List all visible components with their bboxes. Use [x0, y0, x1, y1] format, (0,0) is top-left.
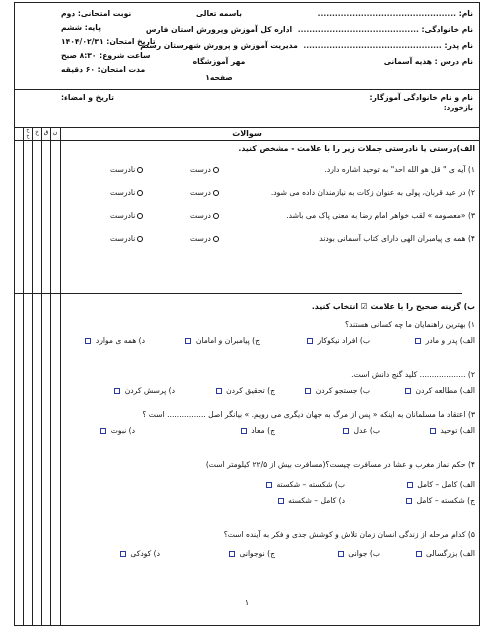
- section-a: [32, 141, 479, 291]
- mc-option[interactable]: [85, 336, 145, 345]
- true-option[interactable]: [190, 234, 219, 243]
- tf-question-text: ۴) همه ی پیامبران الهی دارای کتاب آسمانی بودند: [319, 234, 475, 243]
- radio-icon[interactable]: [137, 213, 143, 219]
- tf-question-text: ۱) آیه ی " قل هو الله احد" به توحید اشاره دارد.: [324, 165, 475, 174]
- true-option[interactable]: [190, 188, 219, 197]
- lesson-name: نام درس : هدیه آسمانی: [383, 57, 473, 66]
- mc-option-label: د) نبوت: [110, 426, 135, 435]
- mc-option[interactable]: [415, 336, 475, 345]
- mc-option[interactable]: [114, 386, 175, 395]
- father-field[interactable]: [303, 41, 473, 50]
- duration: مدت امتحان: ۶۰ دقیقه: [61, 65, 146, 74]
- name-field[interactable]: [318, 9, 473, 18]
- exam-page: [14, 2, 480, 626]
- checkbox-icon[interactable]: [85, 338, 91, 344]
- false-option[interactable]: [110, 165, 143, 174]
- false-option[interactable]: [110, 188, 143, 197]
- mc-question-text: ۱) بهترین راهنمایان ما چه کسانی هستند؟: [345, 320, 475, 329]
- mc-option[interactable]: [185, 336, 260, 345]
- checkbox-icon[interactable]: [229, 551, 235, 557]
- teacher-name-field[interactable]: نام و نام خانوادگی آموزگار:: [369, 93, 473, 102]
- false-label: نادرست: [110, 211, 136, 220]
- mc-option-label: ب) عدل: [353, 426, 380, 435]
- false-label: نادرست: [110, 165, 136, 174]
- family-dots: ..........................................: [297, 25, 419, 34]
- mc-option[interactable]: [100, 426, 135, 435]
- father-dots: ................................................: [303, 41, 442, 50]
- mc-option-label: د) کامل – شکسته: [288, 496, 345, 505]
- checkbox-icon[interactable]: [416, 551, 422, 557]
- mc-option[interactable]: [338, 549, 380, 558]
- false-label: نادرست: [110, 234, 136, 243]
- mark-col-label: خ: [35, 129, 39, 136]
- tf-question-text: ۲) در عید قربان، پولی به عنوان زکات به نیازمندان داده می شود.: [270, 188, 475, 197]
- mc-question: [32, 460, 475, 472]
- checkbox-icon[interactable]: [407, 482, 413, 488]
- radio-icon[interactable]: [137, 167, 143, 173]
- mc-question: [32, 320, 475, 332]
- tf-question-row: [32, 165, 475, 177]
- checkbox-icon[interactable]: [415, 338, 421, 344]
- mc-options: [32, 549, 475, 561]
- checkbox-icon[interactable]: [343, 428, 349, 434]
- mc-question-text: ۴) حکم نماز مغرب و عشا در مسافرت چیست؟(مسافرت بیش از ۲۲/۵ کیلومتر است): [205, 460, 475, 469]
- page-number: ۱: [244, 598, 250, 607]
- mc-option-label: ب) جستجو کردن: [315, 386, 370, 395]
- mc-options: [32, 480, 475, 492]
- mc-option[interactable]: [216, 386, 275, 395]
- mc-question-text: ۲) ................... کلید گنج دانش است.: [351, 370, 475, 379]
- mc-option-label: ب) افراد نیکوکار: [317, 336, 370, 345]
- name-dots: ................................................: [317, 9, 457, 18]
- radio-icon[interactable]: [213, 236, 219, 242]
- mc-option[interactable]: [229, 549, 275, 558]
- false-option[interactable]: [110, 234, 143, 243]
- checkbox-icon[interactable]: [305, 388, 311, 394]
- checkbox-icon[interactable]: [405, 388, 411, 394]
- feedback-field[interactable]: بازخورد:: [443, 104, 473, 112]
- mc-option[interactable]: [416, 549, 475, 558]
- checkbox-icon[interactable]: [120, 551, 126, 557]
- mc-options: [32, 386, 475, 398]
- mc-option[interactable]: [307, 336, 370, 345]
- checkbox-icon[interactable]: [406, 498, 412, 504]
- mc-option[interactable]: [407, 480, 475, 489]
- checkbox-icon[interactable]: [266, 482, 272, 488]
- checkbox-icon[interactable]: [241, 428, 247, 434]
- mc-option[interactable]: [405, 386, 475, 395]
- school-stamp: مهر آموزشگاه: [192, 57, 246, 66]
- tf-question-text: ۳) «معصومه » لقب خواهر امام رضا به معنی پاک می باشد.: [286, 211, 475, 220]
- mc-question: [32, 410, 475, 422]
- mark-col-label: خ خ: [26, 127, 30, 139]
- radio-icon[interactable]: [137, 190, 143, 196]
- mc-option-label: د) کودکی: [130, 549, 160, 558]
- checkbox-icon[interactable]: [307, 338, 313, 344]
- mc-option[interactable]: [241, 426, 275, 435]
- questions-title: سوالات: [232, 129, 262, 138]
- checkbox-icon[interactable]: [430, 428, 436, 434]
- radio-icon[interactable]: [213, 190, 219, 196]
- mc-option[interactable]: [343, 426, 380, 435]
- exam-turn: نوبت امتحانی: دوم: [61, 9, 132, 18]
- mc-option[interactable]: [305, 386, 370, 395]
- grade: پایه: ششم: [61, 23, 101, 32]
- start-time: ساعت شروع: ۸:۳۰ صبح: [61, 51, 151, 60]
- mc-option-label: الف) بزرگسالی: [426, 549, 475, 558]
- basmala: باسمه تعالی: [195, 9, 243, 18]
- mc-question-text: ۳) اعتقاد ما مسلمانان به اینکه « پس از مرگ به جهان دیگری می رویم. » بیانگر اصل ................ است ؟: [142, 410, 475, 419]
- radio-icon[interactable]: [137, 236, 143, 242]
- mc-option-label: الف) پدر و مادر: [425, 336, 475, 345]
- questions-title-bar: [15, 127, 479, 141]
- mc-option-label: الف) مطالعه کردن: [415, 386, 475, 395]
- signature-field[interactable]: تاریخ و امضاء:: [61, 93, 114, 102]
- false-option[interactable]: [110, 211, 143, 220]
- tf-question-row: [32, 211, 475, 223]
- checkbox-icon[interactable]: [278, 498, 284, 504]
- exam-date: تاریخ امتحان: ۱۴۰۴/۰۲/۳۱: [61, 37, 156, 46]
- name-label: نام:: [458, 9, 473, 18]
- page-label: صفحه۱: [205, 73, 233, 82]
- mc-option-label: ج) معاد: [251, 426, 275, 435]
- mc-question: [32, 370, 475, 382]
- mc-option-label: ج) شکسته – کامل: [416, 496, 475, 505]
- true-label: درست: [190, 234, 211, 243]
- mc-option-label: ب) جوانی: [348, 549, 380, 558]
- mc-options: [32, 496, 475, 508]
- mc-option-label: ج) تحقیق کردن: [226, 386, 275, 395]
- section-divider: [15, 293, 462, 294]
- checkbox-icon[interactable]: [216, 388, 222, 394]
- mc-option-label: الف) کامل – کامل: [417, 480, 475, 489]
- checkbox-icon[interactable]: [100, 428, 106, 434]
- mc-option-label: د) همه ی موارد: [95, 336, 145, 345]
- mc-option[interactable]: [266, 480, 345, 489]
- radio-icon[interactable]: [213, 213, 219, 219]
- mc-question-text: ۵) کدام مرحله از زندگی انسان زمان تلاش و کوشش جدی و فکر به آینده است؟: [223, 530, 475, 539]
- true-label: درست: [190, 211, 211, 220]
- mc-option-label: ج) پیامبران و امامان: [195, 336, 260, 345]
- section-a-title: الف)درستی یا نادرستی جملات زیر را با علامت - مشخص کنید.: [238, 144, 475, 153]
- true-label: درست: [190, 188, 211, 197]
- father-label: نام پدر:: [444, 41, 473, 50]
- mc-option[interactable]: [120, 549, 160, 558]
- province-office: اداره کل آموزش وپرورش استان فارس: [145, 25, 293, 34]
- mc-option-label: ج) نوجوانی: [239, 549, 275, 558]
- tf-question-row: [32, 188, 475, 200]
- false-label: نادرست: [110, 188, 136, 197]
- mc-option-label: د) پرسش کردن: [124, 386, 175, 395]
- mc-option-label: ب) شکسته – شکسته: [276, 480, 345, 489]
- mc-option[interactable]: [278, 496, 345, 505]
- family-label: نام خانوادگی:: [421, 25, 473, 34]
- family-field[interactable]: [298, 25, 473, 34]
- true-option[interactable]: [190, 211, 219, 220]
- true-option[interactable]: [190, 165, 219, 174]
- mark-col-label: ق: [43, 129, 49, 136]
- checkbox-icon[interactable]: [114, 388, 120, 394]
- mark-col-divider: [23, 127, 24, 625]
- mc-options: [32, 426, 475, 438]
- mc-option[interactable]: [430, 426, 475, 435]
- mc-question: [32, 530, 475, 542]
- checkbox-icon[interactable]: [185, 338, 191, 344]
- exam-header: [15, 3, 479, 90]
- tf-question-row: [32, 234, 475, 246]
- section-b: [32, 295, 479, 595]
- city-office: مدیریت آموزش و پرورش شهرستان رستم: [140, 41, 298, 50]
- section-b-title: ب) گزینه صحیح را با علامت ☑ انتخاب کنید.: [311, 302, 475, 311]
- radio-icon[interactable]: [213, 167, 219, 173]
- checkbox-icon[interactable]: [338, 551, 344, 557]
- mc-option-label: الف) توحید: [440, 426, 475, 435]
- mc-option[interactable]: [406, 496, 475, 505]
- mc-options: [32, 336, 475, 348]
- true-label: درست: [190, 165, 211, 174]
- mark-col-label: ن: [52, 129, 58, 136]
